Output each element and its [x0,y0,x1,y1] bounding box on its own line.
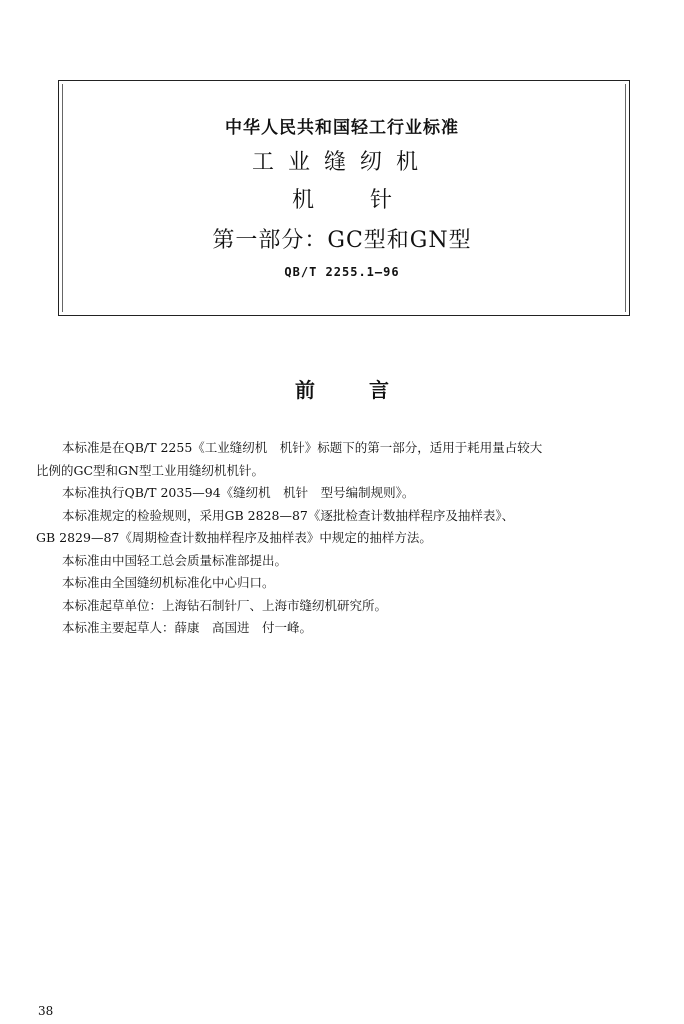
preface-heading-a: 前 [295,378,315,402]
preface-paragraph-1: 本标准是在QB/T 2255《工业缝纫机 机针》标题下的第一部分，适用于耗用量占较大 [62,440,543,455]
title-line2-part-a: 机 [291,188,314,213]
standard-title-line1: 工业缝纫机 [251,150,432,175]
page-number: 38 [38,1004,54,1018]
preface-paragraph-2: 本标准执行QB/T 2035—94《缝纫机 机针 型号编制规则》。 [62,485,415,500]
preface-paragraph-3: 本标准规定的检验规则，采用GB 2828—87《逐批检查计数抽样程序及抽样表》、 [62,507,515,523]
title-line2-part-b: 针 [370,188,393,213]
preface-paragraph-5: 本标准由全国缝纫机标准化中心归口。 [62,575,275,590]
preface-heading [0,374,684,403]
standard-code: QB/T 2255.1—96 [284,265,400,279]
standard-organization: 中华人民共和国轻工行业标准 [225,118,459,138]
preface-paragraph-4: 本标准由中国轻工总会质量标准部提出。 [62,552,288,568]
preface-paragraph-1-cont: 比例的GC型和GN型工业用缝纫机机针。 [36,462,264,478]
preface-paragraph-6: 本标准起草单位：上海钻石制针厂、上海市缝纫机研究所。 [62,597,388,613]
preface-body [36,437,662,640]
preface-paragraph-3-cont: GB 2829—87《周期检查计数抽样程序及抽样表》中规定的抽样方法。 [36,530,432,545]
preface-paragraph-7: 本标准主要起草人：薛康 高国进 付一峰。 [62,620,313,635]
standard-title-line2 [0,183,684,214]
preface-heading-b: 言 [369,378,389,402]
standard-title-line3: 第一部分：GC型和GN型 [212,228,472,253]
